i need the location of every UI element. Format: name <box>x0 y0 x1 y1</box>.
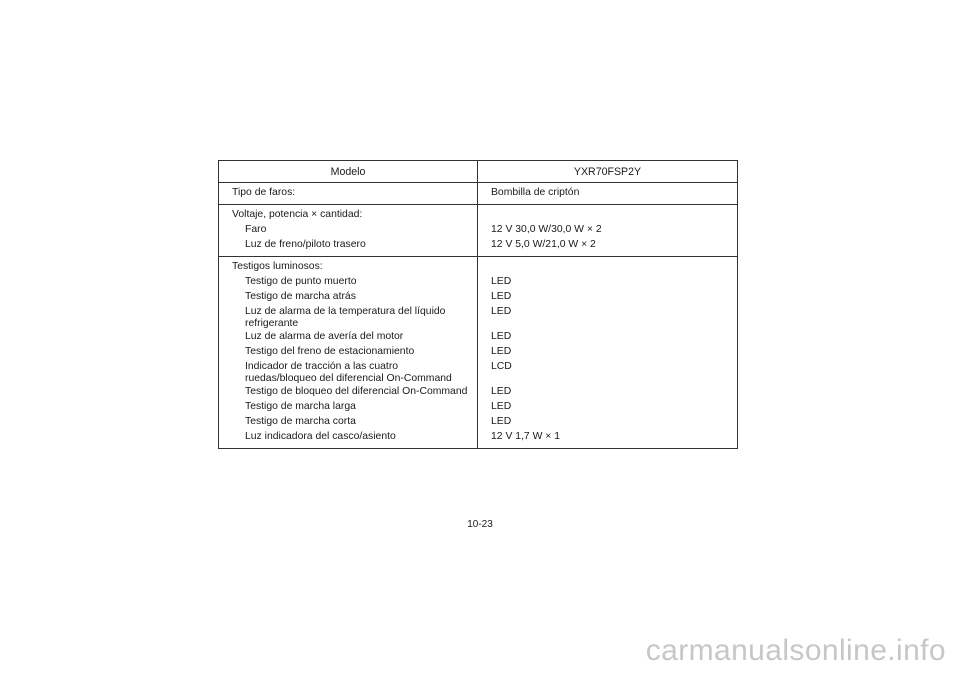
row-label: Luz de alarma de la temperatura del líquido refrigerante <box>245 306 446 329</box>
table-row <box>219 385 737 400</box>
table-row <box>219 223 737 238</box>
row-label: Luz de freno/piloto trasero <box>245 239 366 250</box>
row-label: Luz indicadora del casco/asiento <box>245 431 396 442</box>
table-group-indicator-lights <box>219 256 737 448</box>
row-label: Testigo de marcha larga <box>245 401 356 412</box>
row-label: Testigo de marcha corta <box>245 416 356 427</box>
table-row <box>219 330 737 345</box>
row-value: Bombilla de criptón <box>491 187 580 198</box>
row-label: Faro <box>245 224 267 235</box>
row-label: Indicador de tracción a las cuatro ruedas/bloqueo del diferencial On-Command <box>245 361 452 384</box>
table-row <box>219 238 737 253</box>
table-group-headlight-type <box>219 183 737 204</box>
row-value: LCD <box>491 361 512 372</box>
row-label: Testigo de bloqueo del diferencial On-Command <box>245 386 468 397</box>
table-header <box>219 161 737 183</box>
row-value: LED <box>491 291 512 302</box>
row-value <box>477 208 737 209</box>
table-row <box>219 186 737 201</box>
row-label: Testigo del freno de estacionamiento <box>245 346 415 357</box>
page-number: 10-23 <box>467 519 493 530</box>
row-value: LED <box>491 331 512 342</box>
specifications-table <box>218 160 738 449</box>
table-group-voltage-wattage <box>219 204 737 256</box>
row-value: 12 V 5,0 W/21,0 W × 2 <box>491 239 596 250</box>
table-row <box>219 275 737 290</box>
table-row <box>219 345 737 360</box>
table-row <box>219 430 737 445</box>
row-label: Testigo de marcha atrás <box>245 291 356 302</box>
row-value: 12 V 30,0 W/30,0 W × 2 <box>491 224 602 235</box>
table-row <box>219 290 737 305</box>
row-label: Testigos luminosos: <box>232 261 323 272</box>
table-row <box>219 208 737 223</box>
row-label: Luz de alarma de avería del motor <box>245 331 404 342</box>
row-label: Tipo de faros: <box>232 187 296 198</box>
column-divider <box>477 182 478 448</box>
table-row <box>219 260 737 275</box>
row-value: LED <box>491 346 512 357</box>
header-model-label: Modelo <box>219 161 478 182</box>
row-label: Testigo de punto muerto <box>245 276 357 287</box>
watermark-text: carmanualsonline.info <box>645 634 946 667</box>
row-value <box>477 260 737 261</box>
table-row <box>219 305 737 330</box>
row-value: LED <box>491 276 512 287</box>
row-value: 12 V 1,7 W × 1 <box>491 431 561 442</box>
table-row <box>219 400 737 415</box>
table-row <box>219 360 737 385</box>
row-label: Voltaje, potencia × cantidad: <box>232 209 363 220</box>
row-value: LED <box>491 386 512 397</box>
header-model-value: YXR70FSP2Y <box>573 165 642 178</box>
row-value: LED <box>491 306 512 317</box>
table-row <box>219 415 737 430</box>
row-value: LED <box>491 401 512 412</box>
row-value: LED <box>491 416 512 427</box>
